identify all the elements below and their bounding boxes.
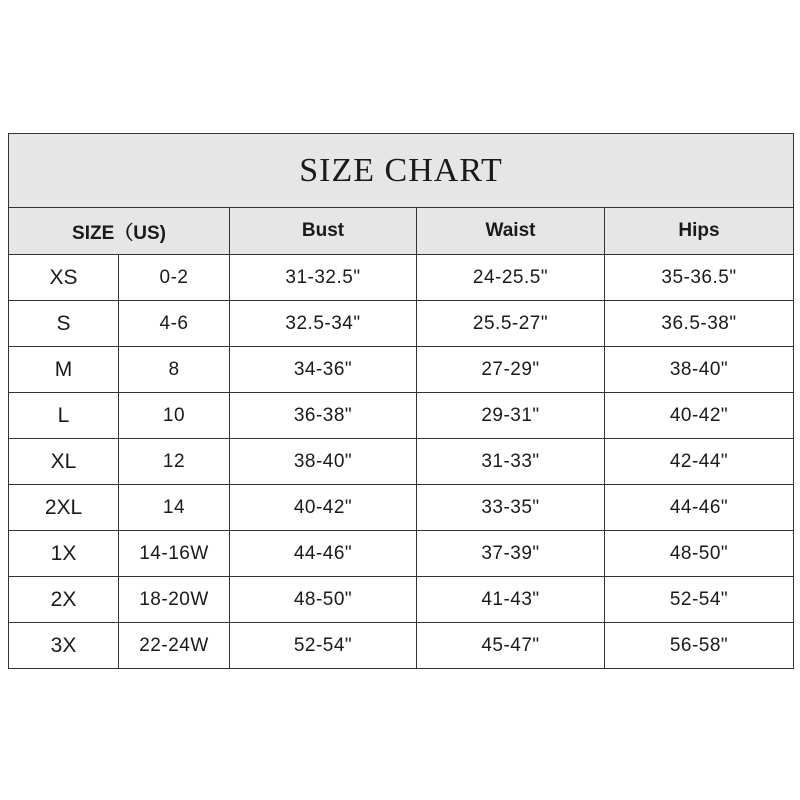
bust-cell: 44-46" [230, 531, 417, 577]
table-row [9, 347, 794, 393]
waist-cell: 29-31" [417, 393, 605, 439]
size-cell: L [9, 393, 119, 439]
header-hips: Hips [605, 208, 794, 255]
hips-cell: 35-36.5" [605, 255, 794, 301]
chart-title: SIZE CHART [9, 134, 794, 208]
bust-cell: 52-54" [230, 623, 417, 669]
bust-cell: 48-50" [230, 577, 417, 623]
size-cell: S [9, 301, 119, 347]
size-cell: 1X [9, 531, 119, 577]
bust-cell: 31-32.5" [230, 255, 417, 301]
hips-cell: 42-44" [605, 439, 794, 485]
us-size-cell: 0-2 [119, 255, 230, 301]
hips-cell: 38-40" [605, 347, 794, 393]
title-row [9, 134, 794, 208]
us-size-cell: 12 [119, 439, 230, 485]
size-cell: 3X [9, 623, 119, 669]
size-cell: XL [9, 439, 119, 485]
bust-cell: 40-42" [230, 485, 417, 531]
table-row [9, 485, 794, 531]
table-row [9, 255, 794, 301]
waist-cell: 24-25.5" [417, 255, 605, 301]
table-row [9, 623, 794, 669]
waist-cell: 33-35" [417, 485, 605, 531]
us-size-cell: 18-20W [119, 577, 230, 623]
size-cell: 2X [9, 577, 119, 623]
table-row [9, 439, 794, 485]
size-cell: 2XL [9, 485, 119, 531]
us-size-cell: 4-6 [119, 301, 230, 347]
header-row [9, 208, 794, 255]
hips-cell: 44-46" [605, 485, 794, 531]
header-bust: Bust [230, 208, 417, 255]
us-size-cell: 10 [119, 393, 230, 439]
table-row [9, 577, 794, 623]
table-body [9, 255, 794, 669]
waist-cell: 27-29" [417, 347, 605, 393]
size-chart-table [8, 133, 794, 669]
table-row [9, 393, 794, 439]
us-size-cell: 8 [119, 347, 230, 393]
size-cell: M [9, 347, 119, 393]
bust-cell: 32.5-34" [230, 301, 417, 347]
table-row [9, 531, 794, 577]
us-size-cell: 22-24W [119, 623, 230, 669]
bust-cell: 38-40" [230, 439, 417, 485]
hips-cell: 40-42" [605, 393, 794, 439]
table-row [9, 301, 794, 347]
waist-cell: 31-33" [417, 439, 605, 485]
us-size-cell: 14 [119, 485, 230, 531]
bust-cell: 34-36" [230, 347, 417, 393]
us-size-cell: 14-16W [119, 531, 230, 577]
waist-cell: 37-39" [417, 531, 605, 577]
size-cell: XS [9, 255, 119, 301]
hips-cell: 56-58" [605, 623, 794, 669]
waist-cell: 25.5-27" [417, 301, 605, 347]
waist-cell: 45-47" [417, 623, 605, 669]
bust-cell: 36-38" [230, 393, 417, 439]
hips-cell: 52-54" [605, 577, 794, 623]
header-waist: Waist [417, 208, 605, 255]
header-size: SIZE（US) [9, 208, 230, 255]
hips-cell: 48-50" [605, 531, 794, 577]
hips-cell: 36.5-38" [605, 301, 794, 347]
waist-cell: 41-43" [417, 577, 605, 623]
